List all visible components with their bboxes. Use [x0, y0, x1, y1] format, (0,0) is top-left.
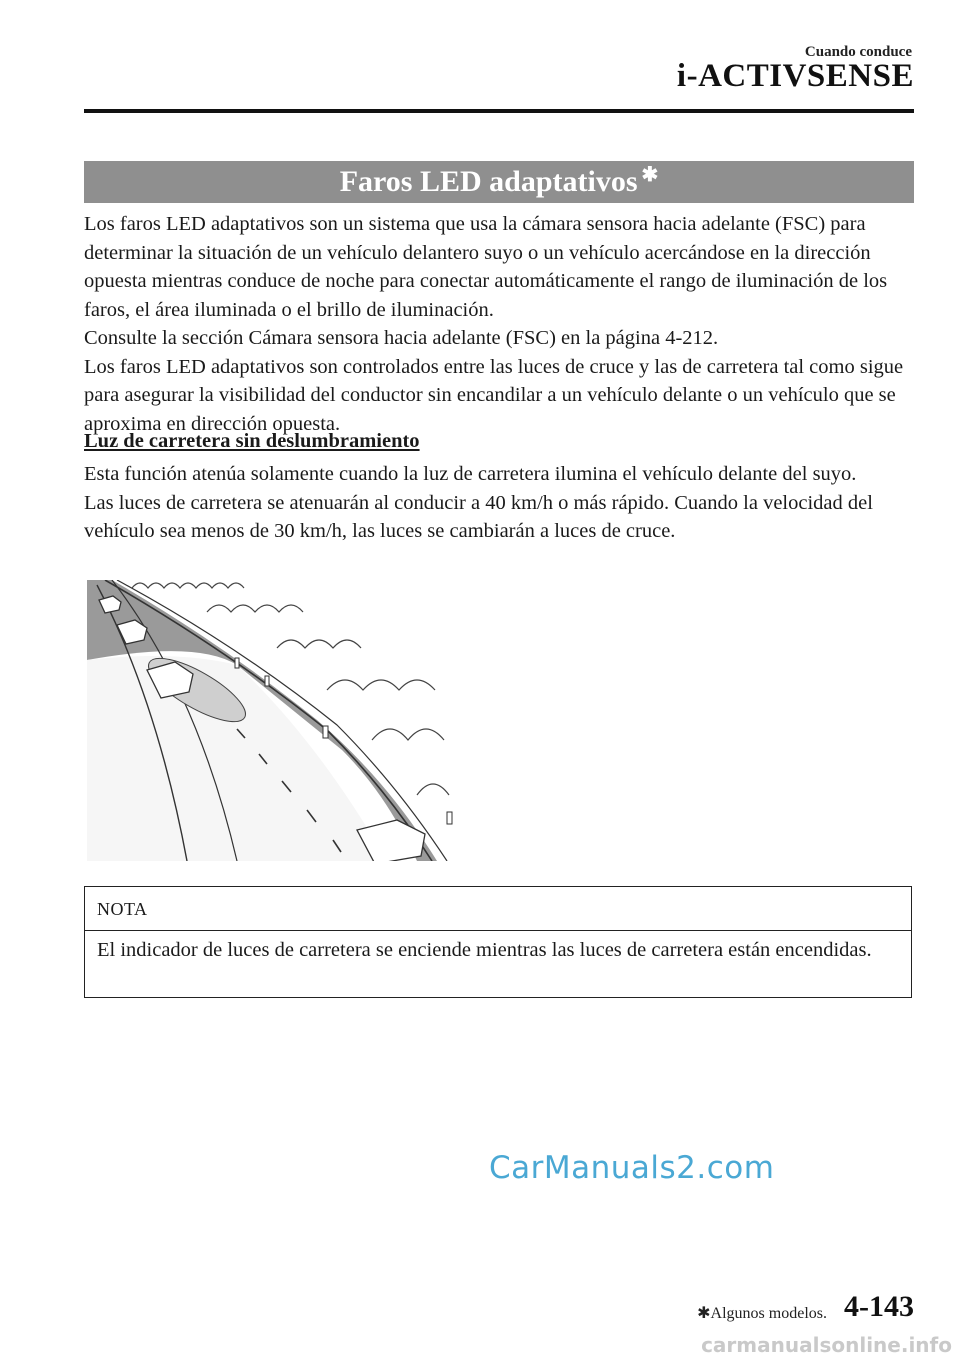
body-paragraph: Las luces de carretera se atenuarán al conducir a 40 km/h o más rápido. Cuando la velocidad del vehículo sea menos de 30 km/h, las luces se cambiarán a luces de cruce. [84, 491, 873, 542]
subheading: Luz de carretera sin deslumbramiento [84, 430, 420, 452]
footnote [697, 1303, 827, 1323]
section-title-bar [84, 161, 914, 203]
section-heading: i-ACTIVSENSE [676, 58, 914, 94]
chapter-heading: Cuando conduce [804, 44, 912, 60]
note-text: El indicador de luces de carretera se enciende mientras las luces de carretera están encendidas. [97, 939, 872, 961]
site-watermark: carmanualsonline.info [701, 1333, 952, 1357]
intro-paragraph: Los faros LED adaptativos son un sistema que usa la cámara sensora hacia adelante (FSC) para determinar la situación de un vehículo delantero suyo o un vehículo acercándose en la dirección opuesta mientras conduce de noche para conectar automáticamente el rango de iluminación de los faros, el área iluminada o el brillo de iluminación. [84, 213, 888, 321]
page-number: 4-143 [844, 1290, 914, 1323]
intro-paragraph: Consulte la sección Cámara sensora hacia adelante (FSC) en la página 4-212. [84, 327, 719, 349]
intro-text [84, 210, 914, 438]
asterisk-marker-icon: ✱ [641, 163, 659, 186]
body-text [84, 460, 914, 546]
header-divider [84, 109, 914, 113]
section-title: Faros LED adaptativos [339, 165, 638, 198]
headlight-beam-illustration [87, 580, 466, 861]
intro-paragraph: Los faros LED adaptativos son controlados entre las luces de cruce y las de carretera tal como sigue para asegurar la visibilidad del conductor sin encandilar a un vehículo delante o un vehículo que se aproxima en dirección opuesta. [84, 355, 904, 435]
note-label: NOTA [97, 899, 148, 919]
footnote-text: Algunos modelos. [710, 1305, 827, 1322]
road-illustration [87, 580, 466, 861]
watermark: CarManuals2.com [489, 1150, 775, 1186]
body-paragraph: Esta función atenúa solamente cuando la luz de carretera ilumina el vehículo delante del suyo. [84, 463, 857, 485]
asterisk-marker-icon: ✱ [697, 1305, 711, 1322]
note-divider [85, 930, 911, 931]
note-box [84, 886, 912, 998]
